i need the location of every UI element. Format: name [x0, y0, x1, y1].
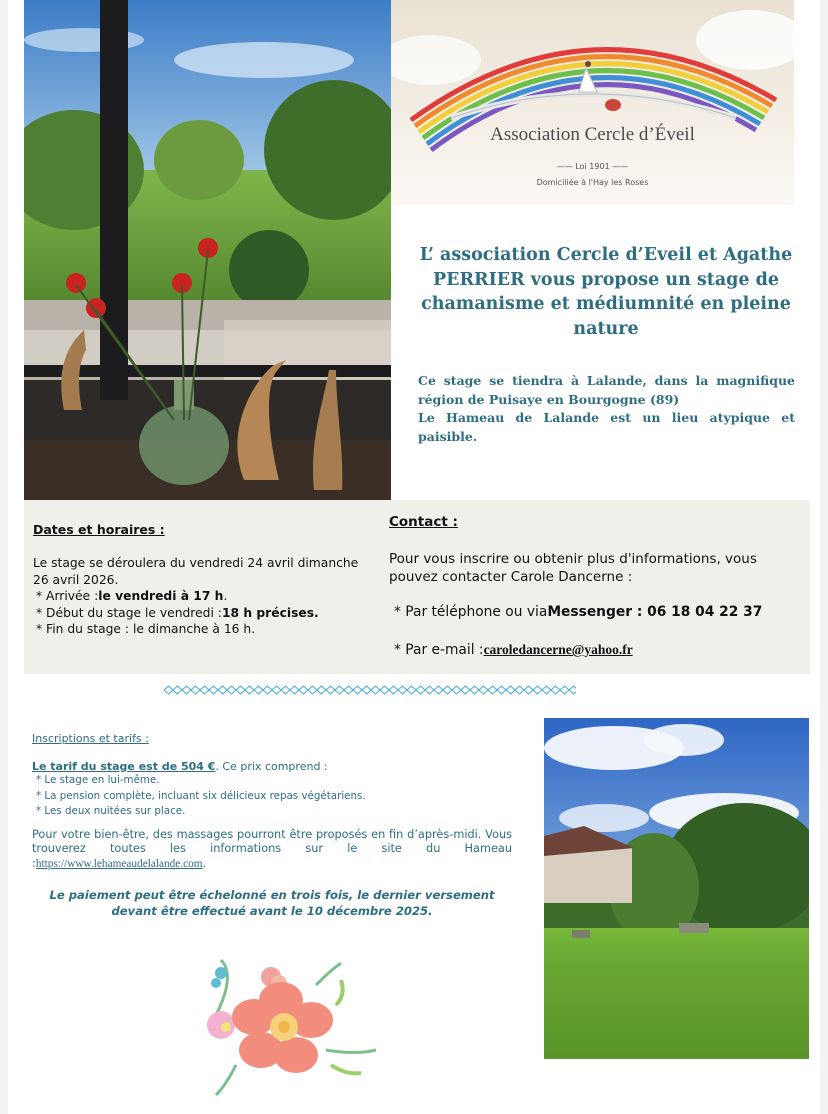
tarif-line: [32, 760, 512, 773]
divider-diamond: [191, 686, 200, 694]
start-label: * Début du stage le vendredi :: [36, 605, 222, 620]
intro-hameau: Le Hameau de Lalande est un lieu atypique et paisible.: [418, 410, 795, 444]
divider-diamond: [407, 686, 416, 694]
divider-diamond: [308, 686, 317, 694]
arrival-value: le vendredi à 17 h: [98, 589, 224, 603]
divider-diamond: [461, 686, 470, 694]
phone-label: * Par téléphone ou via: [394, 604, 548, 620]
inscriptions-heading: Inscriptions et tarifs :: [32, 732, 149, 745]
list-item: * Les deux nuitées sur place.: [36, 805, 186, 817]
tarif-label: Le tarif du stage est de 504 €: [32, 760, 216, 773]
dates-end: * Fin du stage : le dimanche à 16 h.: [36, 622, 256, 636]
email-link[interactable]: caroledancerne@yahoo.fr: [483, 642, 633, 657]
association-logo: [391, 0, 794, 205]
page-edge-left: [0, 0, 8, 1114]
divider-diamond: [272, 686, 281, 694]
arrival-label: * Arrivée :: [36, 589, 99, 603]
window-view-garden-photo: [24, 0, 391, 500]
divider-diamond: [164, 686, 173, 694]
divider-diamond: [182, 686, 191, 694]
divider-diamond: [317, 686, 326, 694]
divider-diamond: [488, 686, 497, 694]
diamond-divider: [162, 683, 576, 697]
divider-diamond: [434, 686, 443, 694]
contact-phone: [394, 604, 762, 620]
divider-diamond: [353, 686, 362, 694]
hamlet-garden-photo: [544, 718, 809, 1059]
divider-diamond: [551, 686, 560, 694]
divider-diamond: [200, 686, 209, 694]
divider-diamond: [452, 686, 461, 694]
inscriptions-section: [32, 732, 512, 919]
divider-diamond: [227, 686, 236, 694]
divider-diamond: [389, 686, 398, 694]
divider-diamond: [344, 686, 353, 694]
wellbeing-text: Pour votre bien-être, des massages pourront être proposés en fin d’après-midi. Vous trouverez toutes les informations sur le site du Hameau :: [32, 827, 512, 870]
divider-diamond: [398, 686, 407, 694]
divider-diamond: [335, 686, 344, 694]
divider-diamond: [254, 686, 263, 694]
wellbeing-paragraph: [32, 828, 512, 872]
divider-diamond: [416, 686, 425, 694]
divider-diamond: [443, 686, 452, 694]
divider-diamond: [506, 686, 515, 694]
divider-diamond: [263, 686, 272, 694]
divider-diamond: [470, 686, 479, 694]
contact-heading: Contact :: [389, 514, 458, 530]
divider-diamond: [524, 686, 533, 694]
intro-text: [418, 372, 795, 446]
page-headline: L’ association Cercle d’Eveil et Agathe PERRIER vous propose un stage de chamanisme et médiumnité en pleine nature: [419, 245, 793, 339]
divider-diamond: [173, 686, 182, 694]
divider-diamond: [362, 686, 371, 694]
tarif-includes-list: [32, 773, 512, 820]
intro-location: Ce stage se tiendra à Lalande, dans la magnifique région de Puisaye en Bourgogne (89): [418, 373, 795, 407]
divider-diamond: [299, 686, 308, 694]
list-item: * La pension complète, incluant six délicieux repas végétariens.: [36, 789, 366, 802]
association-loi: —— Loi 1901 ——: [556, 162, 629, 171]
divider-diamond: [371, 686, 380, 694]
divider-diamond: [245, 686, 254, 694]
arrival-end: .: [223, 589, 228, 603]
divider-diamond: [515, 686, 524, 694]
dates-details: [33, 555, 373, 638]
dates-intro: Le stage se déroulera du vendredi 24 avril dimanche 26 avril 2026.: [33, 556, 359, 587]
divider-diamond: [290, 686, 299, 694]
divider-diamond: [380, 686, 389, 694]
association-domicile: Domiciliée à l'Hay les Roses: [536, 178, 649, 187]
divider-diamond: [209, 686, 218, 694]
phone-value: Messenger : 06 18 04 22 37: [547, 604, 763, 620]
divider-diamond: [542, 686, 551, 694]
dates-start: [33, 605, 373, 622]
contact-email: [394, 642, 633, 658]
flower-bouquet-illustration: [176, 955, 386, 1105]
divider-diamond: [497, 686, 506, 694]
start-value: 18 h précises.: [221, 605, 319, 620]
dates-arrival: [33, 588, 373, 605]
page-edge-right: [820, 0, 828, 1114]
payment-note: Le paiement peut être échelonné en trois fois, le dernier versement devant être effectué avant le 10 décembre 2025.: [49, 888, 495, 918]
divider-diamond: [281, 686, 290, 694]
wellbeing-end: .: [202, 856, 207, 870]
email-label: * Par e-mail :: [394, 642, 484, 658]
dates-heading: Dates et horaires :: [33, 522, 165, 537]
divider-diamond: [236, 686, 245, 694]
divider-diamond: [569, 686, 576, 694]
divider-diamond: [560, 686, 569, 694]
divider-diamond: [479, 686, 488, 694]
divider-diamond: [533, 686, 542, 694]
tarif-rest: . Ce prix comprend :: [215, 760, 328, 773]
divider-diamond: [326, 686, 335, 694]
divider-diamond: [218, 686, 227, 694]
contact-intro: Pour vous inscrire ou obtenir plus d'informations, vous pouvez contacter Carole Dancerne :: [389, 551, 757, 585]
info-band: [24, 500, 810, 674]
list-item: * Le stage en lui-même.: [36, 774, 160, 786]
hameau-website-link[interactable]: https://www.lehameaudelalande.com: [35, 857, 203, 870]
association-name: Association Cercle d’Éveil: [490, 124, 695, 145]
divider-diamond: [425, 686, 434, 694]
